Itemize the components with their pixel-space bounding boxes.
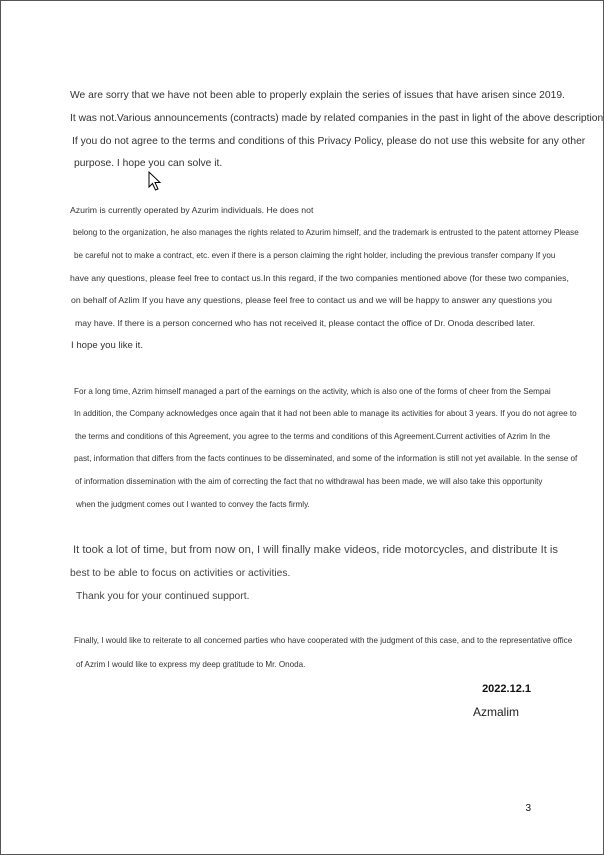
paragraph-2-line-3: be careful not to make a contract, etc. even if there is a person claiming the right holder, including the previous transfer company If you <box>74 251 556 260</box>
paragraph-4-line-3: Thank you for your continued support. <box>76 591 250 602</box>
paragraph-1-line-3: If you do not agree to the terms and conditions of this Privacy Policy, please do not use this website for any other <box>72 136 586 147</box>
document-date: 2022.12.1 <box>482 683 531 695</box>
page-number: 3 <box>525 803 531 814</box>
paragraph-3-line-2: In addition, the Company acknowledges once again that it had not been able to manage its activities for about 3 years. If you do not agree to <box>74 409 577 418</box>
paragraph-5-line-1: Finally, I would like to reiterate to all concerned parties who have cooperated with the judgment of this case, and to the representative office <box>74 636 573 645</box>
paragraph-2-line-4: have any questions, please feel free to contact us.In this regard, if the two companies mentioned above (for these two companies, <box>70 273 569 283</box>
paragraph-3-line-3: the terms and conditions of this Agreement, you agree to the terms and conditions of this Agreement.Current activities of Azrim In the <box>75 432 551 441</box>
signature: Azmalim <box>472 705 519 719</box>
paragraph-5-line-2: of Azrim I would like to express my deep gratitude to Mr. Onoda. <box>76 660 306 669</box>
paragraph-3-line-4: past, information that differs from the facts continues to be disseminated, and some of the information is still not yet available. In the sense of <box>74 454 578 463</box>
paragraph-2-line-6: may have. If there is a person concerned who has not received it, please contact the office of Dr. Onoda described later. <box>75 318 536 328</box>
paragraph-3-line-6: when the judgment comes out I wanted to convey the facts firmly. <box>76 500 310 509</box>
paragraph-3-line-5: of information dissemination with the aim of correcting the fact that no withdrawal has been made, we will also take this opportunity <box>75 477 543 486</box>
mouse-pointer-icon <box>148 171 162 191</box>
paragraph-2-line-1: Azurim is currently operated by Azurim individuals. He does not <box>70 205 314 215</box>
paragraph-2-line-2: belong to the organization, he also manages the rights related to Azurim himself, and the trademark is entrusted to the patent attorney Please <box>73 228 579 237</box>
paragraph-3-line-1: For a long time, Azrim himself managed a part of the earnings on the activity, which is also one of the forms of cheer from the Sempai <box>74 387 551 396</box>
paragraph-4-line-1: It took a lot of time, but from now on, I will finally make videos, ride motorcycles, and distribute It is <box>73 544 558 556</box>
paragraph-1-line-1: We are sorry that we have not been able to properly explain the series of issues that have arisen since 2019. <box>70 90 565 101</box>
paragraph-1-line-4: purpose. I hope you can solve it. <box>74 158 223 169</box>
paragraph-2-line-5: on behalf of Azlim If you have any questions, please feel free to contact us and we will be happy to answer any questions you <box>71 295 553 305</box>
paragraph-1-line-2: It was not.Various announcements (contracts) made by related companies in the past in light of the above description <box>70 113 604 124</box>
paragraph-2-line-7: I hope you like it. <box>71 340 143 351</box>
paragraph-4-line-2: best to be able to focus on activities or activities. <box>70 568 291 579</box>
